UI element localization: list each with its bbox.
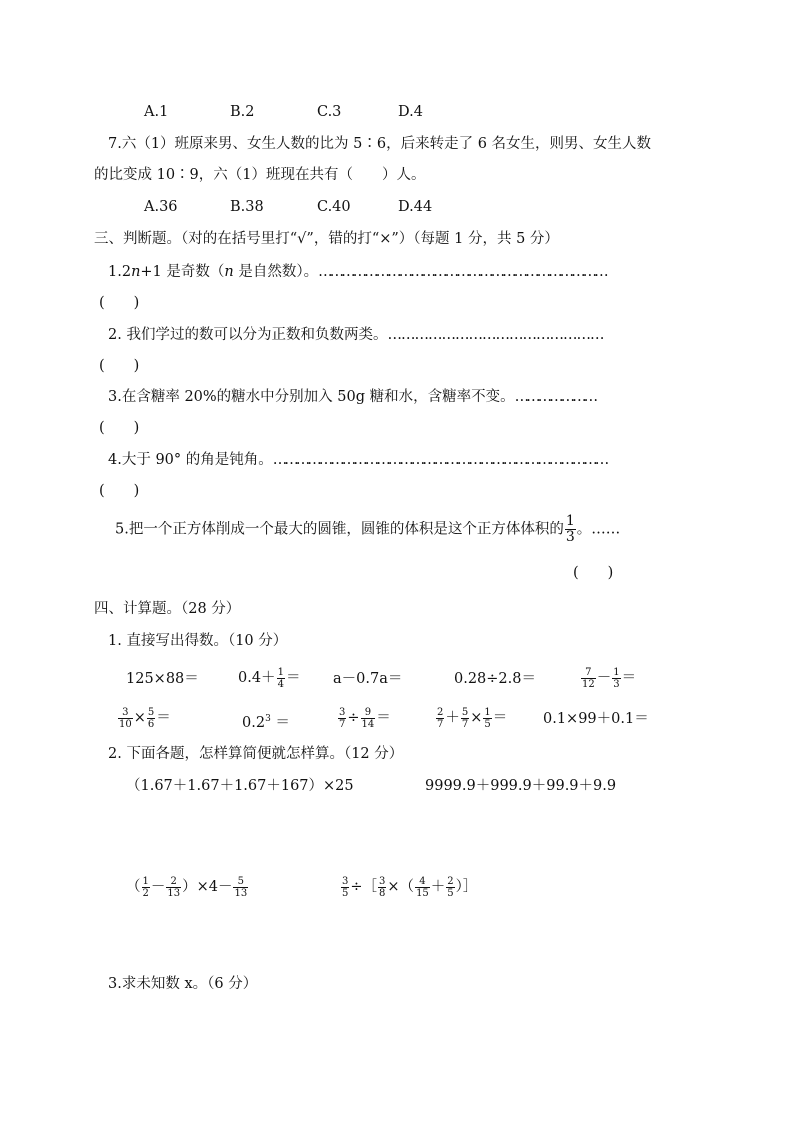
simplify-calc-4: $\frac{3}{5}$ ÷［ $\frac{3}{8}$ ×（ $\frac{4}{15}$ ＋ $\frac{2}{5}$ ）］ [342, 875, 478, 899]
section-4-title: 四、计算题。（28 分） [94, 601, 241, 617]
q6-option-c: C.3 [317, 104, 342, 120]
oral-calc-7: $0.2^3$ ＝ [242, 714, 290, 731]
oral-calc-10: 0.1×99＋0.1＝ [543, 711, 649, 727]
simplify-calc-3: （ $\frac{1}{2}$ － $\frac{2}{13}$ ）×4－ $\frac{5}{13}$ [126, 875, 248, 899]
oral-calc-8: $\frac{3}{7}$ ÷ $\frac{9}{14}$ ＝ [339, 706, 391, 730]
answer-bracket-1[interactable]: ( ) [99, 295, 140, 311]
q6-option-d: D.4 [398, 104, 423, 120]
q6-option-b: B.2 [230, 104, 255, 120]
q6-option-a: A.1 [144, 104, 169, 120]
simplify-calc-2: 9999.9＋999.9＋99.9＋9.9 [425, 778, 617, 794]
oral-calc-3: a－0.7a＝ [333, 671, 403, 687]
oral-calc-6: $\frac{3}{10}$ × $\frac{5}{6}$ ＝ [119, 706, 171, 730]
q7-option-d: D.44 [398, 199, 433, 215]
fraction-one-third: $\frac{1}{3}$ [565, 513, 575, 545]
q7-line-2: 的比变成 10∶9，六（1）班现在共有（ ）人。 [94, 167, 426, 183]
section-3-title: 三、判断题。（对的在括号里打“√”，错的打“×”）（每题 1 分，共 5 分） [94, 231, 559, 247]
leader-dots: …………………………………………………………………………… [272, 452, 607, 468]
q7-option-b: B.38 [230, 199, 264, 215]
oral-calc-2: 0.4＋ $\frac{1}{4}$ ＝ [238, 666, 301, 690]
judge-item-2: 2. 我们学过的数可以分为正数和负数两类。………………………………………… [108, 327, 604, 343]
subsection-1-title: 1. 直接写出得数。（10 分） [108, 633, 288, 649]
oral-calc-9: $\frac{2}{7}$ ＋ $\frac{5}{7}$ × $\frac{1}{5}$ ＝ [437, 706, 508, 730]
answer-bracket-3[interactable]: ( ) [99, 420, 140, 436]
judge-item-5: 5.把一个正方体削成一个最大的圆锥，圆锥的体积是这个正方体体积的 $\frac{1}{3}$ 。…… [115, 513, 621, 545]
answer-bracket-5[interactable]: ( ) [573, 565, 614, 581]
answer-bracket-2[interactable]: ( ) [99, 358, 140, 374]
q7-line-1: 7.六（1）班原来男、女生人数的比为 5∶6，后来转走了 6 名女生，则男、女生人数 [108, 136, 652, 152]
judge-item-3: 3.在含糖率 20%的糖水中分别加入 50g 糖和水，含糖率不变。………………… [108, 389, 596, 405]
subsection-2-title: 2. 下面各题，怎样算简便就怎样算。（12 分） [108, 746, 404, 762]
oral-calc-5: $\frac{7}{12}$ － $\frac{1}{3}$ ＝ [582, 666, 637, 690]
simplify-calc-1: （1.67＋1.67＋1.67＋167）×25 [126, 778, 354, 794]
q7-option-a: A.36 [144, 199, 178, 215]
oral-calc-1: 125×88＝ [126, 671, 199, 687]
leader-dots: ………………… [514, 389, 596, 405]
q7-option-c: C.40 [317, 199, 351, 215]
answer-bracket-4[interactable]: ( ) [99, 483, 140, 499]
judge-item-4: 4.大于 90° 的角是钝角。…………………………………………………………………………… [108, 452, 607, 468]
judge-item-1: 1.2n+1 是奇数（n 是自然数）。………………………………………………………………… [108, 264, 606, 280]
subsection-3-title: 3.求未知数 x。（6 分） [108, 976, 258, 992]
leader-dots: ………………………………………… [387, 327, 604, 343]
oral-calc-4: 0.28÷2.8＝ [454, 671, 536, 687]
leader-dots: ………………………………………………………………… [318, 264, 606, 280]
